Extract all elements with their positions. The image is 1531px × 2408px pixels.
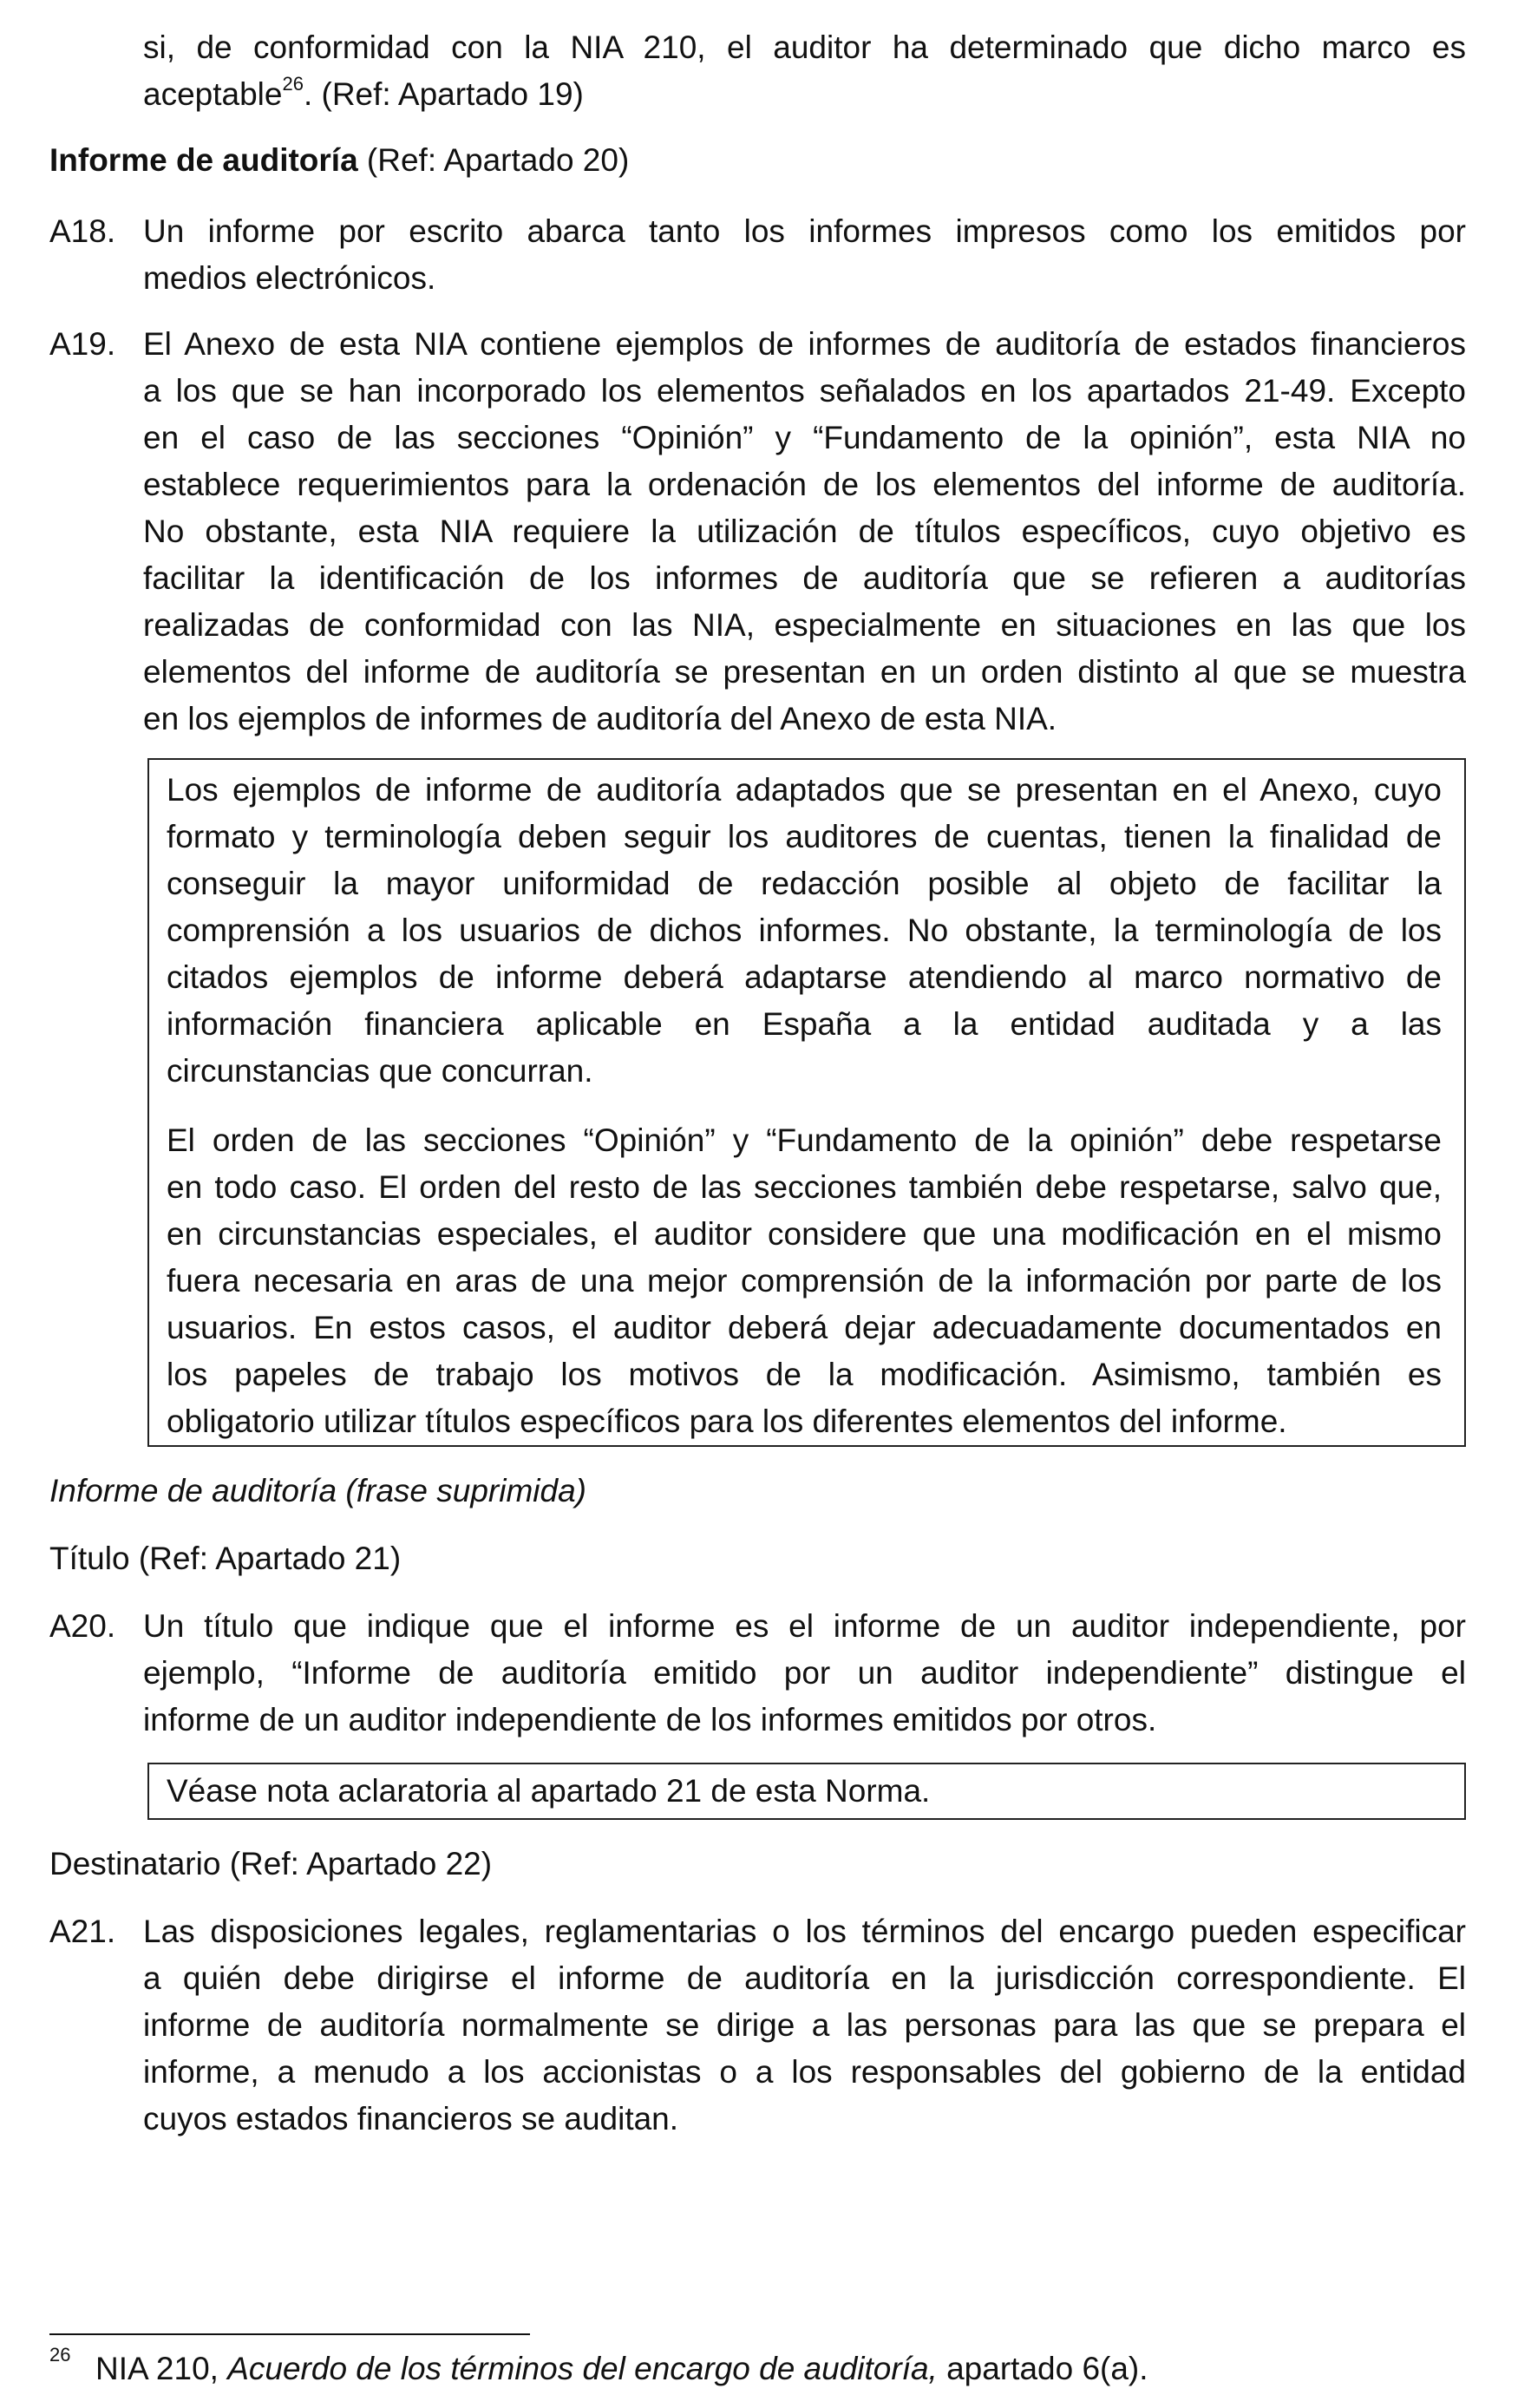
heading-informe-ref: (Ref: Apartado 20) [357,142,630,178]
para-number-a18: A18. [49,213,116,249]
a19-line-9: en los ejemplos de informes de auditoría del Anexo de esta NIA. [143,701,1057,736]
box1-p2-line-7: obligatorio utilizar títulos específicos para los diferentes elementos del informe. [167,1404,1287,1439]
box1-p1-line-1: Los ejemplos de informe de auditoría adaptados que se presentan en el Anexo, cuyo [167,772,1442,808]
box1-p2-line-1: El orden de las secciones “Opinión” y “Fundamento de la opinión” debe respetarse [167,1122,1442,1158]
heading-frase-suprimida: Informe de auditoría (frase suprimida) [49,1473,586,1508]
para-number-a21: A21. [49,1914,116,1949]
a19-line-1: El Anexo de esta NIA contiene ejemplos de informes de auditoría de estados financieros [143,326,1466,362]
a19-line-3: en el caso de las secciones “Opinión” y “Fundamento de la opinión”, esta NIA no [143,420,1466,455]
box1-p1-line-4: comprensión a los usuarios de dichos informes. No obstante, la terminología de los [167,913,1442,948]
box1-p1-line-5: citados ejemplos de informe deberá adaptarse atendiendo al marco normativo de [167,959,1442,995]
a21-line-4: informe, a menudo a los accionistas o a los responsables del gobierno de la entidad [143,2054,1466,2090]
para-number-a19: A19. [49,326,116,362]
box1-p1-line-7: circunstancias que concurran. [167,1053,593,1089]
a20-line-3: informe de un auditor independiente de los informes emitidos por otros. [143,1702,1157,1737]
a19-line-6: facilitar la identificación de los informes de auditoría que se refieren a auditorías [143,560,1466,596]
a20-line-2: ejemplo, “Informe de auditoría emitido por un auditor independiente” distingue el [143,1655,1466,1691]
box1-p1-line-6: información financiera aplicable en España a la entidad auditada y a las [167,1006,1442,1042]
footnote-separator [49,2333,530,2335]
a19-line-8: elementos del informe de auditoría se presentan en un orden distinto al que se muestra [143,654,1466,690]
box1-p2-line-2: en todo caso. El orden del resto de las secciones también debe respetarse, salvo que, [167,1169,1442,1205]
a20-line-1: Un título que indique que el informe es el informe de un auditor independiente, por [143,1608,1466,1644]
a18-line-2: medios electrónicos. [143,260,436,296]
a19-line-4: establece requerimientos para la ordenación de los elementos del informe de auditoría. [143,467,1466,502]
top-para-line-2 [143,71,1466,118]
heading-destinatario: Destinatario (Ref: Apartado 22) [49,1846,493,1881]
para-number-a20: A20. [49,1608,116,1644]
a21-line-2: a quién debe dirigirse el informe de auditoría en la jurisdicción correspondiente. El [143,1960,1466,1996]
a19-line-2: a los que se han incorporado los elementos señalados en los apartados 21-49. Excepto [143,373,1466,409]
heading-titulo: Título (Ref: Apartado 21) [49,1541,402,1576]
box1-p2-line-6: los papeles de trabajo los motivos de la modificación. Asimismo, también es [167,1357,1442,1392]
footnote-ref-26[interactable]: 26 [282,72,304,95]
a19-line-5: No obstante, esta NIA requiere la utilización de títulos específicos, cuyo objetivo es [143,514,1466,549]
top-para-ref: . (Ref: Apartado 19) [303,76,584,112]
top-para-line-1: si, de conformidad con la NIA 210, el auditor ha determinado que dicho marco es [143,29,1466,65]
footnote-text [95,2346,1148,2392]
a18-line-1: Un informe por escrito abarca tanto los informes impresos como los emitidos por [143,213,1466,249]
a21-line-1: Las disposiciones legales, reglamentarias o los términos del encargo pueden especificar [143,1914,1466,1949]
a21-line-3: informe de auditoría normalmente se dirige a las personas para las que se prepara el [143,2007,1466,2043]
footnote-suffix: apartado 6(a). [937,2351,1148,2386]
box1-p2-line-5: usuarios. En estos casos, el auditor deberá dejar adecuadamente documentados en [167,1310,1442,1345]
a21-line-5: cuyos estados financieros se auditan. [143,2101,679,2136]
footnote-prefix: NIA 210, [95,2351,228,2386]
box1-p2-line-4: fuera necesaria en aras de una mejor comprensión de la información por parte de los [167,1263,1442,1299]
box2-text: Véase nota aclaratoria al apartado 21 de esta Norma. [167,1773,931,1809]
box1-p1-line-2: formato y terminología deben seguir los auditores de cuentas, tienen la finalidad de [167,819,1442,854]
top-para-text: aceptable [143,76,283,112]
box1-p1-line-3: conseguir la mayor uniformidad de redacción posible al objeto de facilitar la [167,866,1442,901]
a19-line-7: realizadas de conformidad con las NIA, especialmente en situaciones en las que los [143,607,1466,643]
footnote-mark: 26 [49,2344,71,2365]
heading-informe-bold: Informe de auditoría [49,142,358,178]
box1-p2-line-3: en circunstancias especiales, el auditor considere que una modificación en el mismo [167,1216,1442,1252]
section-heading-informe [49,137,1531,184]
footnote-title: Acuerdo de los términos del encargo de auditoría, [227,2351,938,2386]
